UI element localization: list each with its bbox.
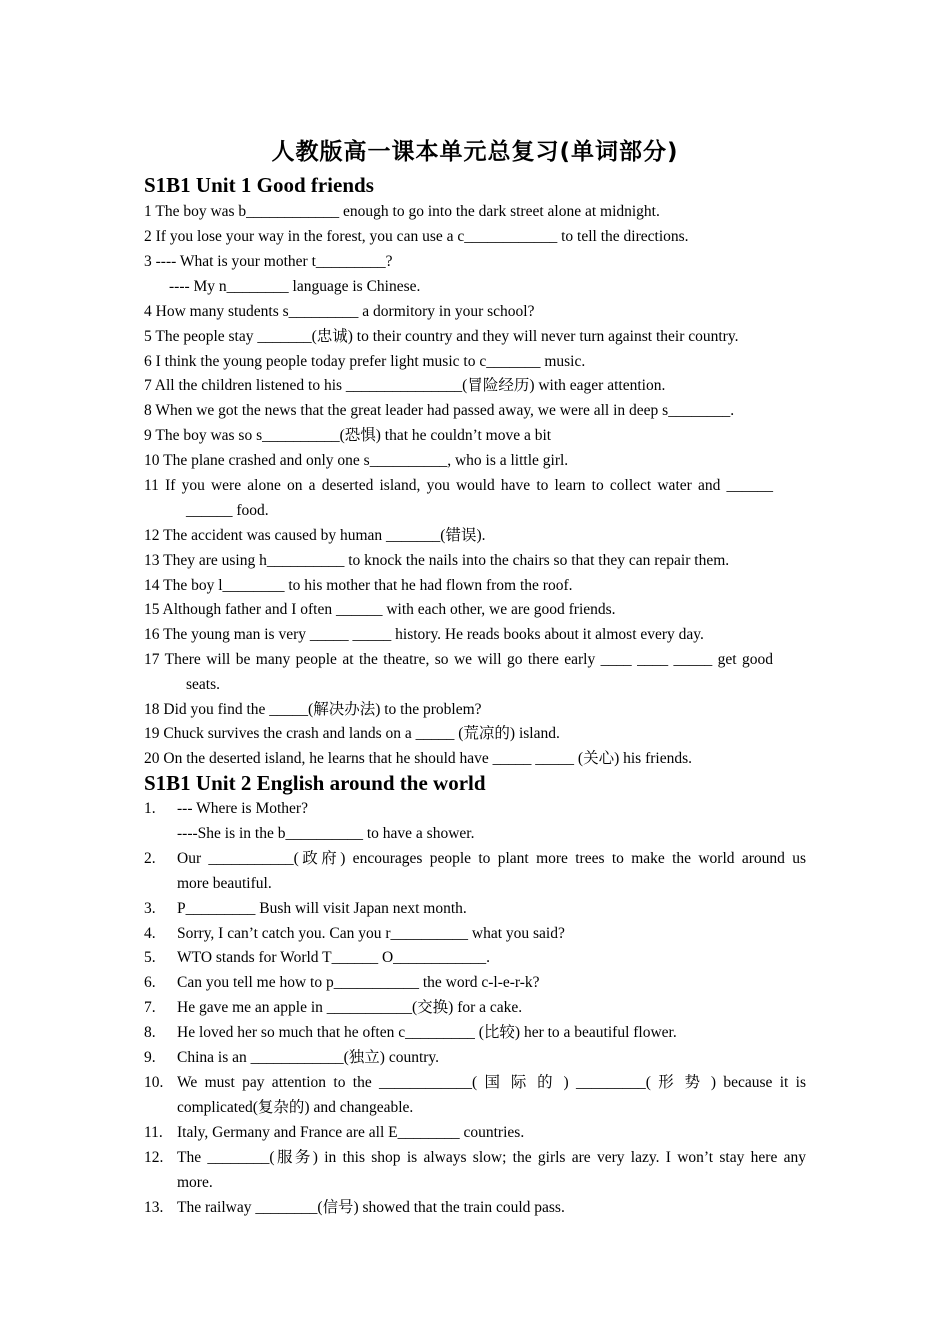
unit1-line-5: 5 The people stay _______(忠诚) to their country and they will never turn against their country. (144, 328, 739, 345)
unit1-line-11: 11 If you were alone on a deserted island, you would have to learn to collect water and ______ (144, 477, 773, 494)
unit1-line-2: 2 If you lose your way in the forest, you can use a c____________ to tell the directions. (144, 228, 689, 245)
unit2-item-text: Can you tell me how to p___________ the word c-l-e-r-k? (177, 974, 540, 991)
unit1-line-10: 10 The plane crashed and only one s__________, who is a little girl. (144, 452, 569, 469)
unit1-line-13: 13 They are using h__________ to knock the nails into the chairs so that they can repair them. (144, 552, 730, 569)
unit2-item-text-cont: ----She is in the b__________ to have a shower. (177, 825, 475, 842)
unit1-line-18: 18 Did you find the _____(解决办法) to the problem? (144, 701, 482, 718)
unit2-item-text-cont: more beautiful. (177, 875, 272, 892)
unit2-item-text-cont: more. (177, 1174, 213, 1191)
unit2-item-text: The ________(服务) in this shop is always slow; the girls are very lazy. I won’t stay here any (177, 1149, 806, 1166)
page-title: 人教版高一课本单元总复习(单词部分) (271, 139, 679, 165)
unit2-item-text: He loved her so much that he often c_________ (比较) her to a beautiful flower. (177, 1024, 677, 1041)
unit2-item-text: He gave me an apple in ___________(交换) for a cake. (177, 999, 523, 1016)
unit2-item-text: Sorry, I can’t catch you. Can you r__________ what you said? (177, 925, 565, 942)
unit2-item-number: 13. (144, 1199, 164, 1216)
unit1-line-17-cont: seats. (186, 676, 221, 693)
unit2-item-number: 9. (144, 1049, 156, 1066)
unit2-item-text: China is an ____________(独立) country. (177, 1049, 440, 1066)
unit1-line-7: 7 All the children listened to his _______________(冒险经历) with eager attention. (144, 377, 666, 394)
unit1-line-16: 16 The young man is very _____ _____ history. He reads books about it almost every day. (144, 626, 704, 643)
unit2-item-text: Italy, Germany and France are all E________ countries. (177, 1124, 525, 1141)
unit2-item-text: P_________ Bush will visit Japan next month. (177, 900, 467, 917)
unit2-item-number: 4. (144, 925, 156, 942)
unit1-line-3: 3 ---- What is your mother t_________? (144, 253, 393, 270)
unit2-item-text: We must pay attention to the ____________( 国 际 的 ) _________( 形 势 ) because it is (177, 1074, 806, 1091)
unit2-item-number: 6. (144, 974, 156, 991)
unit2-item-text: Our ___________(政府) encourages people to plant more trees to make the world around us (177, 850, 806, 867)
unit2-item-number: 11. (144, 1124, 163, 1141)
unit2-item-number: 1. (144, 800, 156, 817)
unit1-line-19: 19 Chuck survives the crash and lands on a _____ (荒凉的) island. (144, 725, 560, 742)
unit1-line-20: 20 On the deserted island, he learns that he should have _____ _____ (关心) his friends. (144, 750, 692, 767)
unit1-line-1: 1 The boy was b____________ enough to go into the dark street alone at midnight. (144, 203, 660, 220)
unit1-line-12: 12 The accident was caused by human _______(错误). (144, 527, 486, 544)
unit2-item-number: 5. (144, 949, 156, 966)
unit2-item-number: 2. (144, 850, 156, 867)
unit1-line-11-cont: ______ food. (186, 502, 269, 519)
unit1-line-17: 17 There will be many people at the theatre, so we will go there early ____ ____ _____ get good (144, 651, 773, 668)
unit1-line-6: 6 I think the young people today prefer light music to c_______ music. (144, 353, 586, 370)
unit1-line-4: 4 How many students s_________ a dormitory in your school? (144, 303, 535, 320)
unit1-line-9: 9 The boy was so s__________(恐惧) that he couldn’t move a bit (144, 427, 552, 444)
unit2-item-number: 3. (144, 900, 156, 917)
unit2-item-number: 7. (144, 999, 156, 1016)
unit1-line-14: 14 The boy l________ to his mother that he had flown from the roof. (144, 577, 573, 594)
unit2-item-text: WTO stands for World T______ O____________. (177, 949, 491, 966)
unit2-item-number: 8. (144, 1024, 156, 1041)
unit1-heading: S1B1 Unit 1 Good friends (144, 173, 374, 197)
unit2-item-number: 10. (144, 1074, 164, 1091)
unit2-item-number: 12. (144, 1149, 164, 1166)
unit1-line-8: 8 When we got the news that the great leader had passed away, we were all in deep s________. (144, 402, 735, 419)
unit1-line-15: 15 Although father and I often ______ with each other, we are good friends. (144, 601, 616, 618)
unit2-item-text: The railway ________(信号) showed that the train could pass. (177, 1199, 565, 1216)
unit2-item-text-cont: complicated(复杂的) and changeable. (177, 1099, 414, 1116)
unit2-heading: S1B1 Unit 2 English around the world (144, 771, 486, 795)
unit1-line-3-cont: ---- My n________ language is Chinese. (169, 278, 421, 295)
unit2-item-text: --- Where is Mother? (177, 800, 308, 817)
